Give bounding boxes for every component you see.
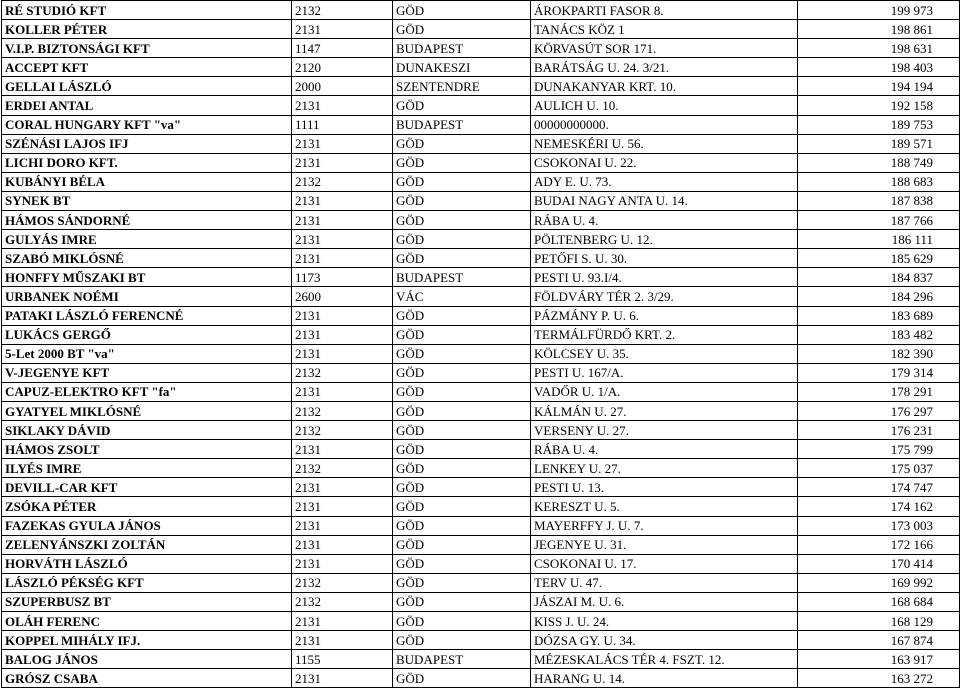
value-cell: 168 129: [798, 612, 960, 631]
table-row: [2, 631, 960, 650]
table-row: [2, 497, 960, 516]
address-cell: PESTI U. 93.I/4.: [531, 268, 798, 287]
value-cell: 173 003: [798, 516, 960, 535]
city-cell: GÖD: [393, 592, 531, 611]
city-cell: GÖD: [393, 191, 531, 210]
value-cell: 163 917: [798, 650, 960, 669]
value-cell: 188 749: [798, 153, 960, 172]
address-cell: DÓZSA GY. U. 34.: [531, 631, 798, 650]
value-cell: 182 390: [798, 344, 960, 363]
address-cell: JÁSZAI M. U. 6.: [531, 592, 798, 611]
value-cell: 174 747: [798, 478, 960, 497]
table-row: [2, 96, 960, 115]
postal-code-cell: 2131: [292, 134, 393, 153]
address-cell: PETŐFI S. U. 30.: [531, 249, 798, 268]
company-name-cell: ZSÓKA PÉTER: [2, 497, 292, 516]
address-cell: LENKEY U. 27.: [531, 459, 798, 478]
city-cell: GÖD: [393, 172, 531, 191]
city-cell: GÖD: [393, 134, 531, 153]
postal-code-cell: 2131: [292, 631, 393, 650]
table-row: [2, 306, 960, 325]
value-cell: 184 837: [798, 268, 960, 287]
city-cell: GÖD: [393, 497, 531, 516]
postal-code-cell: 2132: [292, 573, 393, 592]
value-cell: 179 314: [798, 363, 960, 382]
table-row: [2, 459, 960, 478]
value-cell: 192 158: [798, 96, 960, 115]
postal-code-cell: 2600: [292, 287, 393, 306]
value-cell: 175 799: [798, 440, 960, 459]
table-row: [2, 363, 960, 382]
table-row: [2, 421, 960, 440]
value-cell: 198 631: [798, 39, 960, 58]
company-name-cell: KOLLER PÉTER: [2, 20, 292, 39]
company-name-cell: ACCEPT KFT: [2, 58, 292, 77]
postal-code-cell: 2132: [292, 172, 393, 191]
company-name-cell: LÁSZLÓ PÉKSÉG KFT: [2, 573, 292, 592]
table-row: [2, 401, 960, 420]
postal-code-cell: 1173: [292, 268, 393, 287]
city-cell: GÖD: [393, 669, 531, 688]
table-row: [2, 20, 960, 39]
value-cell: 194 194: [798, 77, 960, 96]
address-cell: KÁLMÁN U. 27.: [531, 401, 798, 420]
company-name-cell: ZELENYÁNSZKI ZOLTÁN: [2, 535, 292, 554]
postal-code-cell: 2131: [292, 249, 393, 268]
company-name-cell: GRÓSZ CSABA: [2, 669, 292, 688]
city-cell: SZENTENDRE: [393, 77, 531, 96]
value-cell: 172 166: [798, 535, 960, 554]
address-cell: FÖLDVÁRY TÉR 2. 3/29.: [531, 287, 798, 306]
table-row: [2, 478, 960, 497]
city-cell: DUNAKESZI: [393, 58, 531, 77]
company-name-cell: CAPUZ-ELEKTRO KFT "fa": [2, 382, 292, 401]
table-row: [2, 440, 960, 459]
value-cell: 187 766: [798, 211, 960, 230]
table-row: [2, 268, 960, 287]
address-cell: BUDAI NAGY ANTA U. 14.: [531, 191, 798, 210]
company-name-cell: OLÁH FERENC: [2, 612, 292, 631]
city-cell: GÖD: [393, 535, 531, 554]
postal-code-cell: 2131: [292, 669, 393, 688]
company-name-cell: HÁMOS ZSOLT: [2, 440, 292, 459]
table-row: [2, 592, 960, 611]
address-cell: MÉZESKALÁCS TÉR 4. FSZT. 12.: [531, 650, 798, 669]
company-name-cell: SZÉNÁSI LAJOS IFJ: [2, 134, 292, 153]
company-name-cell: DEVILL-CAR KFT: [2, 478, 292, 497]
value-cell: 188 683: [798, 172, 960, 191]
address-cell: ÁROKPARTI FASOR 8.: [531, 1, 798, 20]
value-cell: 163 272: [798, 669, 960, 688]
company-name-cell: 5-Let 2000 BT "va": [2, 344, 292, 363]
address-cell: KISS J. U. 24.: [531, 612, 798, 631]
value-cell: 178 291: [798, 382, 960, 401]
value-cell: 198 861: [798, 20, 960, 39]
table-row: [2, 230, 960, 249]
company-name-cell: KUBÁNYI BÉLA: [2, 172, 292, 191]
city-cell: GÖD: [393, 96, 531, 115]
city-cell: GÖD: [393, 516, 531, 535]
postal-code-cell: 2131: [292, 96, 393, 115]
company-name-cell: V-JEGENYE KFT: [2, 363, 292, 382]
table-row: [2, 1, 960, 20]
table-row: [2, 554, 960, 573]
address-cell: 00000000000.: [531, 115, 798, 134]
city-cell: GÖD: [393, 631, 531, 650]
company-name-cell: ILYÉS IMRE: [2, 459, 292, 478]
postal-code-cell: 2131: [292, 516, 393, 535]
city-cell: GÖD: [393, 573, 531, 592]
table-row: [2, 115, 960, 134]
value-cell: 170 414: [798, 554, 960, 573]
value-cell: 199 973: [798, 1, 960, 20]
value-cell: 184 296: [798, 287, 960, 306]
value-cell: 189 753: [798, 115, 960, 134]
records-table: [1, 0, 960, 688]
value-cell: 175 037: [798, 459, 960, 478]
address-cell: ADY E. U. 73.: [531, 172, 798, 191]
address-cell: KÖLCSEY U. 35.: [531, 344, 798, 363]
city-cell: GÖD: [393, 153, 531, 172]
table-row: [2, 39, 960, 58]
address-cell: CSOKONAI U. 17.: [531, 554, 798, 573]
city-cell: GÖD: [393, 1, 531, 20]
table-row: [2, 58, 960, 77]
address-cell: PÖLTENBERG U. 12.: [531, 230, 798, 249]
city-cell: BUDAPEST: [393, 39, 531, 58]
company-name-cell: RÉ STUDIÓ KFT: [2, 1, 292, 20]
company-name-cell: GYATYEL MIKLÓSNÉ: [2, 401, 292, 420]
address-cell: RÁBA U. 4.: [531, 440, 798, 459]
address-cell: CSOKONAI U. 22.: [531, 153, 798, 172]
table-row: [2, 287, 960, 306]
postal-code-cell: 2131: [292, 440, 393, 459]
company-name-cell: LICHI DORO KFT.: [2, 153, 292, 172]
company-name-cell: URBANEK NOÉMI: [2, 287, 292, 306]
table-row: [2, 535, 960, 554]
company-name-cell: FAZEKAS GYULA JÁNOS: [2, 516, 292, 535]
table-row: [2, 191, 960, 210]
postal-code-cell: 2132: [292, 592, 393, 611]
value-cell: 198 403: [798, 58, 960, 77]
address-cell: VERSENY U. 27.: [531, 421, 798, 440]
postal-code-cell: 2131: [292, 230, 393, 249]
city-cell: GÖD: [393, 459, 531, 478]
company-name-cell: HONFFY MŰSZAKI BT: [2, 268, 292, 287]
company-name-cell: SIKLAKY DÁVID: [2, 421, 292, 440]
table-row: [2, 211, 960, 230]
company-name-cell: GULYÁS IMRE: [2, 230, 292, 249]
table-row: [2, 77, 960, 96]
table-row: [2, 172, 960, 191]
postal-code-cell: 2131: [292, 535, 393, 554]
value-cell: 169 992: [798, 573, 960, 592]
address-cell: BARÁTSÁG U. 24. 3/21.: [531, 58, 798, 77]
company-name-cell: KOPPEL MIHÁLY IFJ.: [2, 631, 292, 650]
city-cell: GÖD: [393, 344, 531, 363]
postal-code-cell: 2131: [292, 211, 393, 230]
city-cell: GÖD: [393, 363, 531, 382]
value-cell: 189 571: [798, 134, 960, 153]
value-cell: 167 874: [798, 631, 960, 650]
city-cell: GÖD: [393, 306, 531, 325]
address-cell: PESTI U. 167/A.: [531, 363, 798, 382]
company-name-cell: HORVÁTH LÁSZLÓ: [2, 554, 292, 573]
postal-code-cell: 2132: [292, 363, 393, 382]
postal-code-cell: 2131: [292, 325, 393, 344]
address-cell: TERV U. 47.: [531, 573, 798, 592]
city-cell: GÖD: [393, 230, 531, 249]
address-cell: TANÁCS KÖZ 1: [531, 20, 798, 39]
city-cell: BUDAPEST: [393, 115, 531, 134]
company-name-cell: SZABÓ MIKLÓSNÉ: [2, 249, 292, 268]
value-cell: 186 111: [798, 230, 960, 249]
postal-code-cell: 2132: [292, 401, 393, 420]
city-cell: GÖD: [393, 249, 531, 268]
table-row: [2, 516, 960, 535]
value-cell: 187 838: [798, 191, 960, 210]
postal-code-cell: 2132: [292, 1, 393, 20]
address-cell: AULICH U. 10.: [531, 96, 798, 115]
postal-code-cell: 1147: [292, 39, 393, 58]
company-name-cell: BALOG JÁNOS: [2, 650, 292, 669]
postal-code-cell: 2131: [292, 554, 393, 573]
postal-code-cell: 2132: [292, 421, 393, 440]
postal-code-cell: 1111: [292, 115, 393, 134]
address-cell: PÁZMÁNY P. U. 6.: [531, 306, 798, 325]
postal-code-cell: 1155: [292, 650, 393, 669]
city-cell: VÁC: [393, 287, 531, 306]
company-name-cell: ERDEI ANTAL: [2, 96, 292, 115]
value-cell: 183 482: [798, 325, 960, 344]
city-cell: BUDAPEST: [393, 268, 531, 287]
table-row: [2, 573, 960, 592]
value-cell: 168 684: [798, 592, 960, 611]
company-name-cell: PATAKI LÁSZLÓ FERENCNÉ: [2, 306, 292, 325]
postal-code-cell: 2131: [292, 478, 393, 497]
address-cell: TERMÁLFÜRDŐ KRT. 2.: [531, 325, 798, 344]
city-cell: GÖD: [393, 20, 531, 39]
table-row: [2, 134, 960, 153]
address-cell: KERESZT U. 5.: [531, 497, 798, 516]
city-cell: GÖD: [393, 554, 531, 573]
city-cell: GÖD: [393, 401, 531, 420]
address-cell: DUNAKANYAR KRT. 10.: [531, 77, 798, 96]
postal-code-cell: 2120: [292, 58, 393, 77]
address-cell: NEMESKÉRI U. 56.: [531, 134, 798, 153]
address-cell: HARANG U. 14.: [531, 669, 798, 688]
postal-code-cell: 2131: [292, 306, 393, 325]
table-row: [2, 382, 960, 401]
city-cell: GÖD: [393, 478, 531, 497]
address-cell: KÖRVASÚT SOR 171.: [531, 39, 798, 58]
postal-code-cell: 2131: [292, 20, 393, 39]
city-cell: GÖD: [393, 421, 531, 440]
value-cell: 176 297: [798, 401, 960, 420]
postal-code-cell: 2131: [292, 382, 393, 401]
company-name-cell: SZUPERBUSZ BT: [2, 592, 292, 611]
city-cell: GÖD: [393, 382, 531, 401]
city-cell: GÖD: [393, 612, 531, 631]
table-row: [2, 249, 960, 268]
company-name-cell: V.I.P. BIZTONSÁGI KFT: [2, 39, 292, 58]
address-cell: VADŐR U. 1/A.: [531, 382, 798, 401]
value-cell: 185 629: [798, 249, 960, 268]
postal-code-cell: 2131: [292, 612, 393, 631]
records-table-body: [2, 1, 960, 688]
company-name-cell: LUKÁCS GERGŐ: [2, 325, 292, 344]
company-name-cell: HÁMOS SÁNDORNÉ: [2, 211, 292, 230]
postal-code-cell: 2131: [292, 191, 393, 210]
city-cell: GÖD: [393, 211, 531, 230]
table-row: [2, 612, 960, 631]
value-cell: 176 231: [798, 421, 960, 440]
address-cell: JEGENYE U. 31.: [531, 535, 798, 554]
company-name-cell: GELLAI LÁSZLÓ: [2, 77, 292, 96]
value-cell: 174 162: [798, 497, 960, 516]
table-row: [2, 344, 960, 363]
postal-code-cell: 2131: [292, 153, 393, 172]
address-cell: RÁBA U. 4.: [531, 211, 798, 230]
table-row: [2, 669, 960, 688]
city-cell: GÖD: [393, 440, 531, 459]
company-name-cell: CORAL HUNGARY KFT "va": [2, 115, 292, 134]
city-cell: GÖD: [393, 325, 531, 344]
postal-code-cell: 2131: [292, 497, 393, 516]
address-cell: PESTI U. 13.: [531, 478, 798, 497]
table-row: [2, 153, 960, 172]
postal-code-cell: 2000: [292, 77, 393, 96]
postal-code-cell: 2131: [292, 344, 393, 363]
postal-code-cell: 2132: [292, 459, 393, 478]
value-cell: 183 689: [798, 306, 960, 325]
address-cell: MAYERFFY J. U. 7.: [531, 516, 798, 535]
table-row: [2, 650, 960, 669]
city-cell: BUDAPEST: [393, 650, 531, 669]
table-row: [2, 325, 960, 344]
company-name-cell: SYNEK BT: [2, 191, 292, 210]
